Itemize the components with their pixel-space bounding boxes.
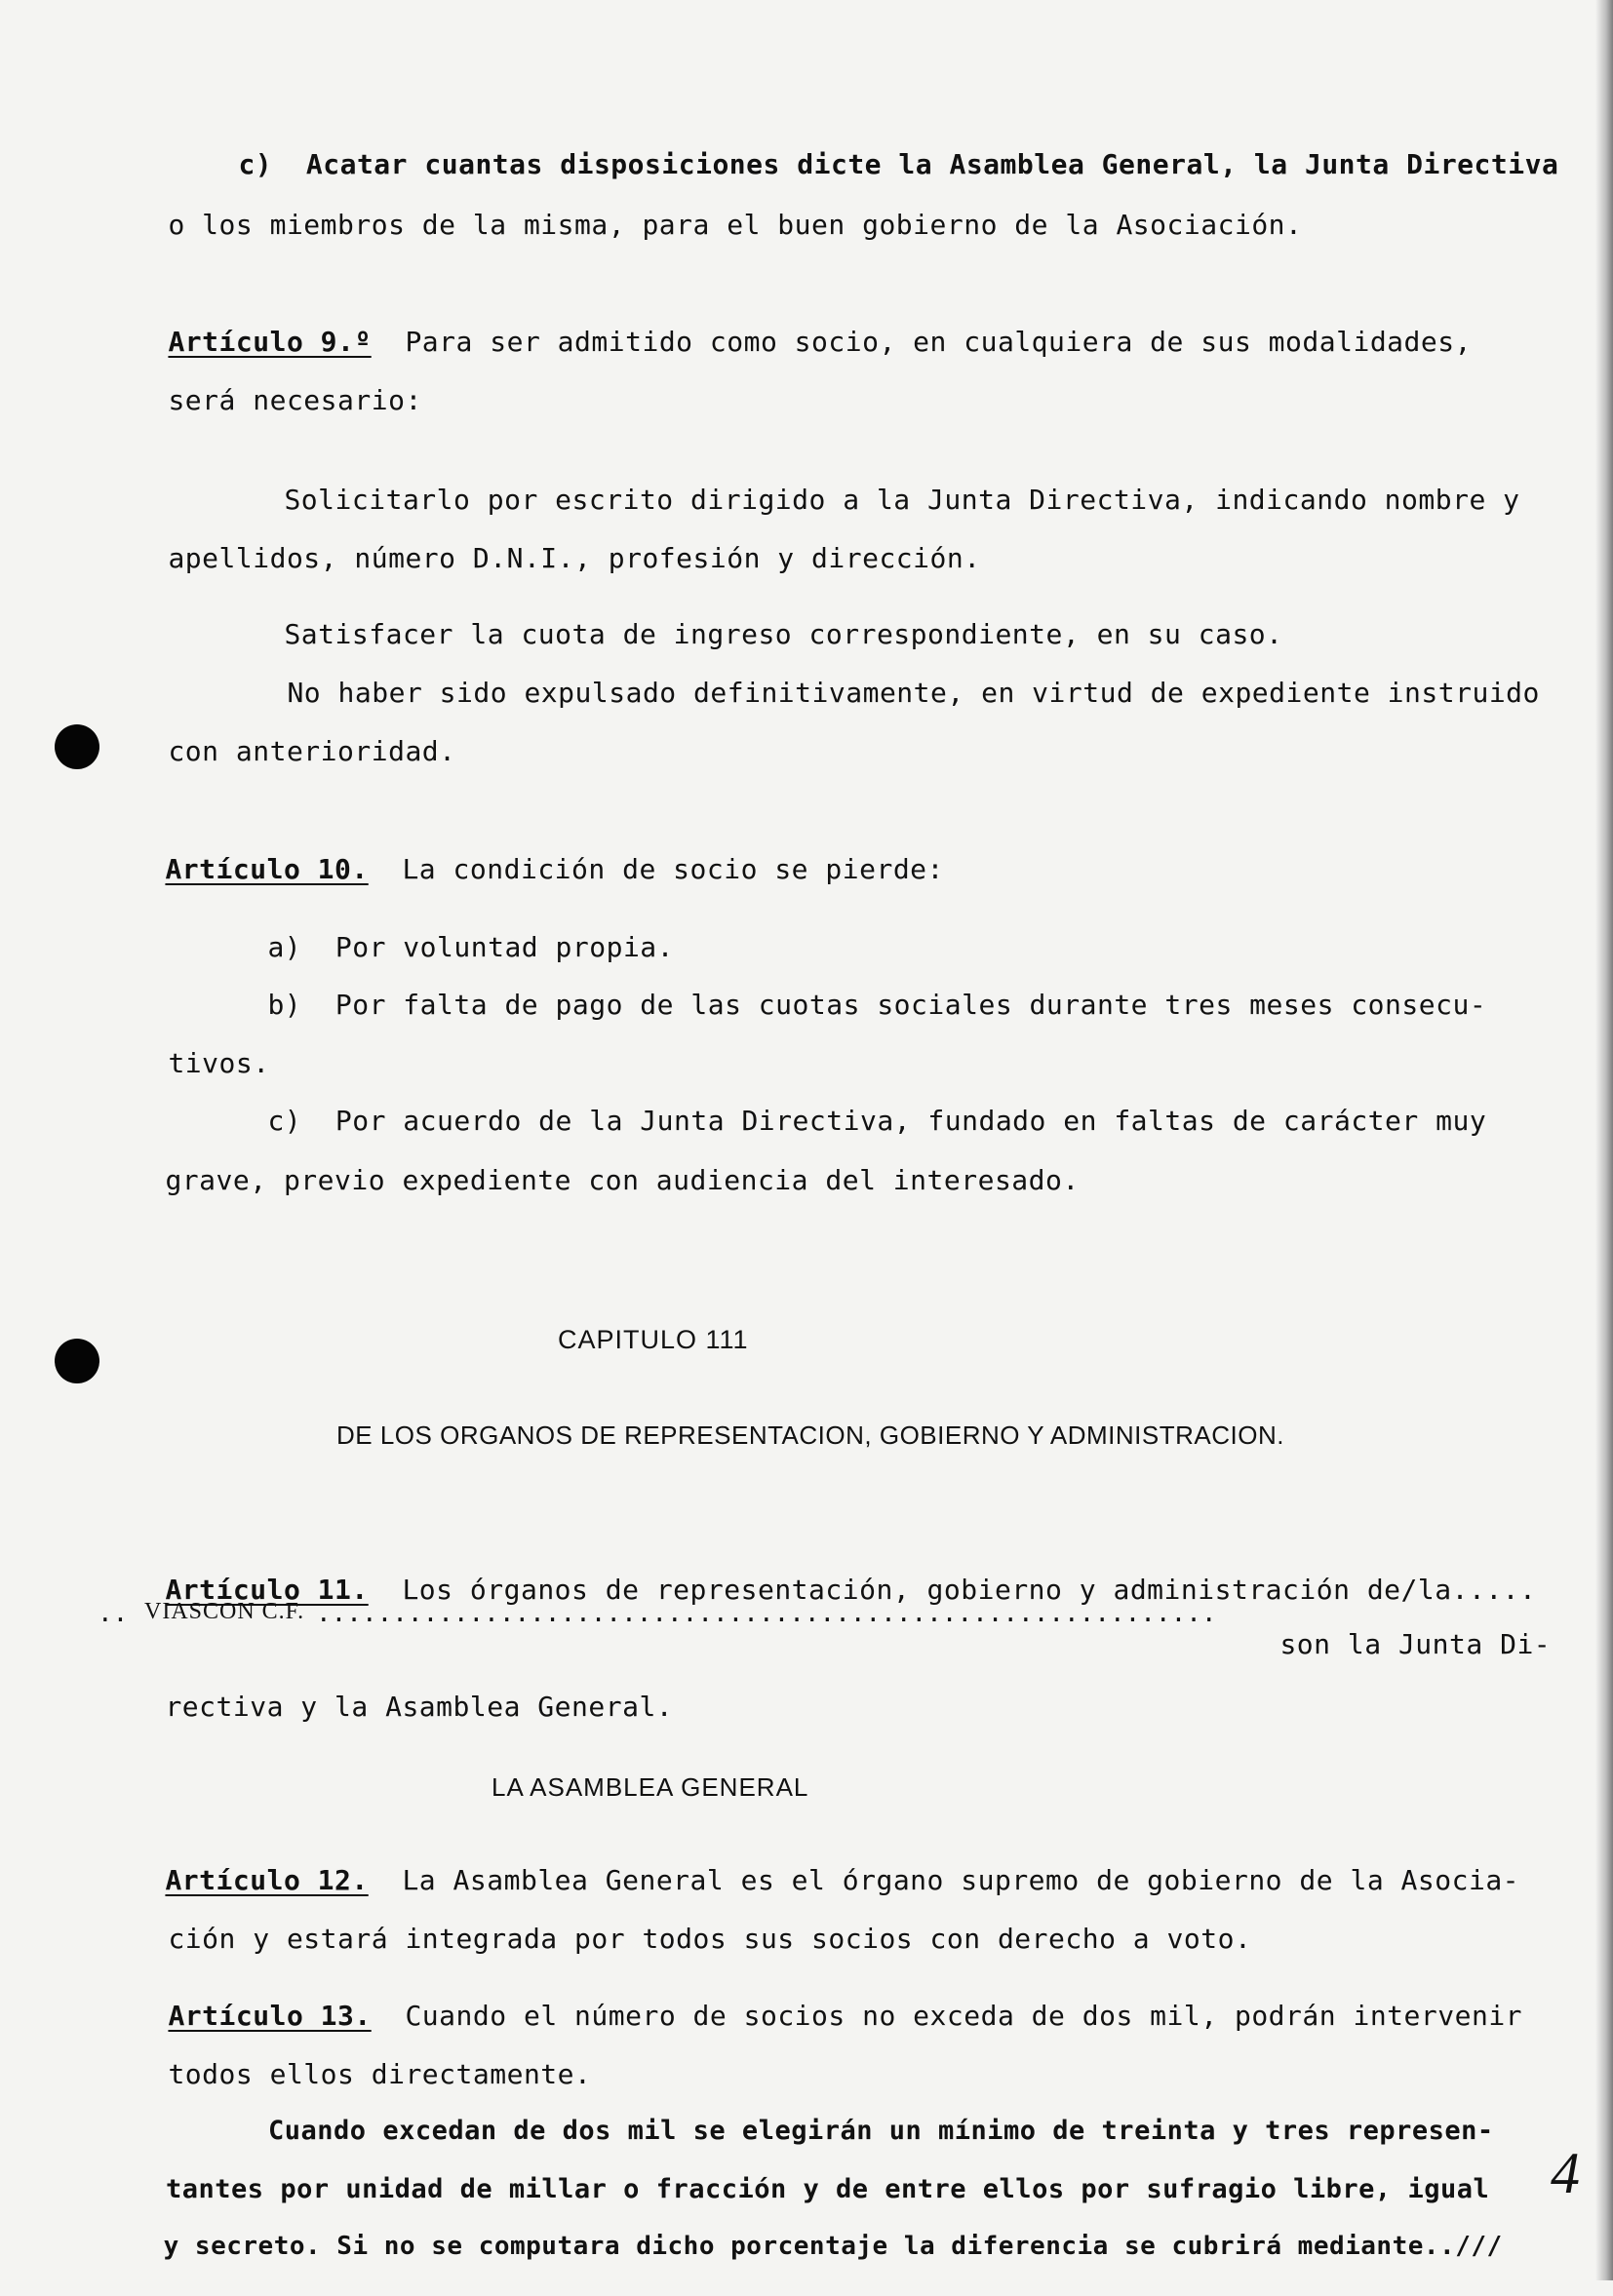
art10-item-c-cont: grave, previo expediente con audiencia del interesado. <box>165 1164 1080 1196</box>
art13-line2: todos ellos directamente. <box>168 2058 592 2090</box>
punch-hole-top <box>55 724 99 769</box>
art10-intro: Artículo 10. La condición de socio se pierde: <box>165 853 944 885</box>
asamblea-title: LA ASAMBLEA GENERAL <box>492 1772 809 1802</box>
art9-p3-line1: No haber sido expulsado definitivamente, en virtud de expediente instruido <box>287 677 1540 709</box>
art10-label: Artículo 10. <box>165 853 369 885</box>
fill-dots: ........................................................... <box>316 1599 1217 1628</box>
art9-p1-line2: apellidos, número D.N.I., profesión y dirección. <box>168 542 981 574</box>
art9-label: Artículo 9.º <box>168 326 372 358</box>
art10-item-c: c) Por acuerdo de la Junta Directiva, fundado en faltas de carácter muy <box>267 1105 1487 1137</box>
art11-label: Artículo 11. <box>165 1574 369 1606</box>
art10-item-b: b) Por falta de pago de las cuotas sociales durante tres meses consecu- <box>267 989 1487 1021</box>
art11-line2-end: son la Junta Di- <box>1279 1628 1552 1660</box>
art12-line2: ción y estará integrada por todos sus socios con derecho a voto. <box>168 1923 1252 1955</box>
art12-label: Artículo 12. <box>165 1864 369 1896</box>
art13-line1: Artículo 13. Cuando el número de socios no exceda de dos mil, podrán intervenir <box>168 2000 1523 2032</box>
association-name: VIASCON C.F. <box>144 1599 305 1624</box>
art12-line1: Artículo 12. La Asamblea General es el órgano supremo de gobierno de la Asocia- <box>165 1864 1520 1896</box>
art13-label: Artículo 13. <box>168 2000 372 2032</box>
item-c-line2: o los miembros de la misma, para el buen gobierno de la Asociación. <box>168 209 1303 241</box>
page-edge-shadow <box>1595 0 1613 2280</box>
chapter-title: CAPITULO 111 <box>558 1325 749 1354</box>
art9-p1-line1: Solicitarlo por escrito dirigido a la Junta Directiva, indicando nombre y <box>284 484 1520 516</box>
fill-dots-left: .. <box>98 1599 129 1628</box>
punch-hole-bottom <box>55 1339 99 1383</box>
art11-line3: rectiva y la Asamblea General. <box>165 1691 674 1723</box>
item-c-line1: c) Acatar cuantas disposiciones dicte la Asamblea General, la Junta Directiva <box>238 148 1559 180</box>
art9-p2: Satisfacer la cuota de ingreso correspondiente, en su caso. <box>284 618 1283 650</box>
art9-line1: Artículo 9.º Para ser admitido como socio, en cualquiera de sus modalidades, <box>168 326 1472 358</box>
item-c-label: c) <box>238 148 273 180</box>
art13-p1-line1: Cuando excedan de dos mil se elegirán un mínimo de treinta y tres represen- <box>268 2116 1494 2146</box>
art11-line1: Artículo 11. Los órganos de representación, gobierno y administración de/la..... <box>165 1574 1537 1606</box>
art10-item-b-cont: tivos. <box>168 1047 270 1079</box>
art13-p1-line2: tantes por unidad de millar o fracción y de entre ellos por sufragio libre, igual <box>166 2174 1490 2204</box>
art9-line2: será necesario: <box>168 384 422 416</box>
art10-item-a: a) Por voluntad propia. <box>267 931 675 963</box>
chapter-subtitle: DE LOS ORGANOS DE REPRESENTACION, GOBIERNO Y ADMINISTRACION. <box>336 1420 1284 1450</box>
page-number: 4 <box>1551 2141 1580 2205</box>
art13-p1-line3: y secreto. Si no se computara dicho porcentaje la diferencia se cubrirá mediante../// <box>163 2232 1503 2261</box>
art9-p3-line2: con anterioridad. <box>168 735 456 767</box>
